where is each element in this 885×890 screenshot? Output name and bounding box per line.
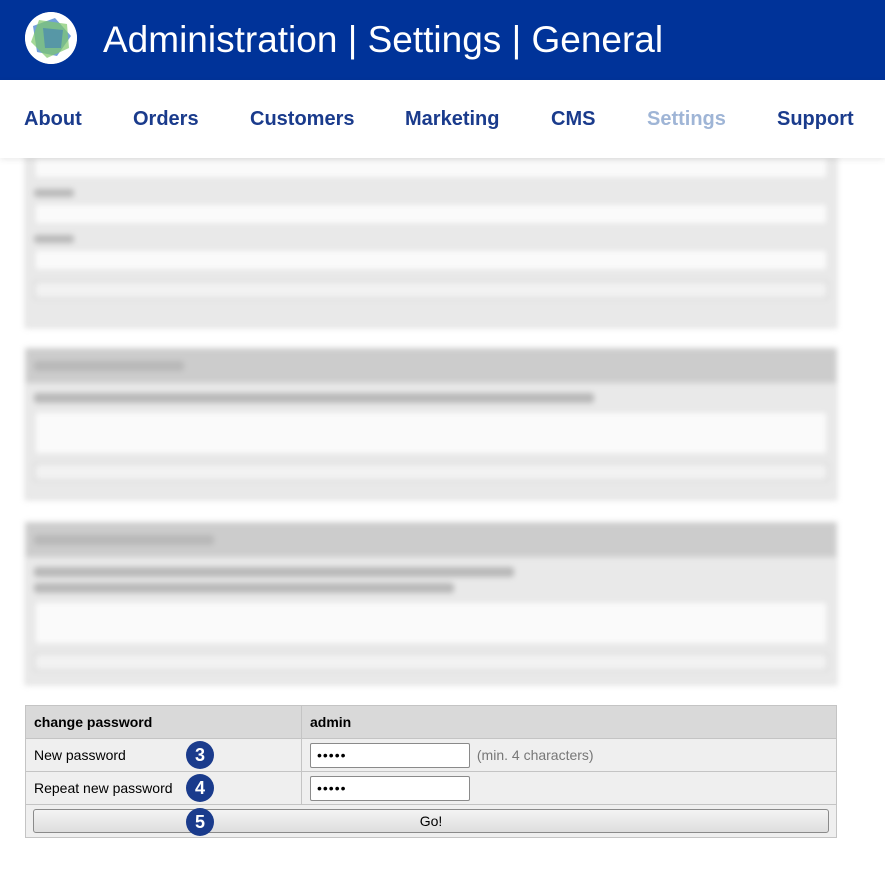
nav-item-settings[interactable]: Settings bbox=[647, 108, 726, 130]
blurred-panel-order-confirmation bbox=[25, 522, 837, 685]
step-marker-3: 3 bbox=[186, 741, 214, 769]
blurred-settings-area bbox=[0, 150, 885, 695]
change-password-table bbox=[25, 705, 837, 838]
username-label: admin bbox=[302, 706, 837, 739]
blurred-panel-address bbox=[25, 150, 837, 328]
nav-item-about[interactable]: About bbox=[24, 108, 82, 130]
nav-item-marketing[interactable]: Marketing bbox=[405, 108, 500, 130]
app-header bbox=[0, 0, 885, 80]
nav-item-support[interactable]: Support bbox=[777, 108, 854, 130]
page-title: Administration | Settings | General bbox=[103, 19, 664, 60]
submit-cell bbox=[26, 805, 837, 838]
repeat-password-input[interactable] bbox=[310, 776, 470, 801]
change-password-heading: change password bbox=[26, 706, 302, 739]
password-hint: (min. 4 characters) bbox=[476, 747, 594, 763]
repeat-password-cell bbox=[302, 772, 837, 805]
new-password-label: New password bbox=[26, 739, 302, 772]
table-row bbox=[26, 739, 837, 772]
step-marker-5: 5 bbox=[186, 808, 214, 836]
table-row bbox=[26, 772, 837, 805]
nav-item-cms[interactable]: CMS bbox=[551, 108, 596, 130]
main-nav bbox=[0, 80, 885, 158]
table-header-row bbox=[26, 706, 837, 739]
new-password-input[interactable] bbox=[310, 743, 470, 768]
table-row bbox=[26, 805, 837, 838]
go-button[interactable]: Go! bbox=[33, 809, 829, 833]
new-password-cell bbox=[302, 739, 837, 772]
globe-logo-icon bbox=[25, 12, 77, 64]
blurred-panel-feedback bbox=[25, 348, 837, 500]
nav-item-orders[interactable]: Orders bbox=[133, 108, 199, 130]
repeat-password-label: Repeat new password bbox=[26, 772, 302, 805]
step-marker-4: 4 bbox=[186, 774, 214, 802]
nav-item-customers[interactable]: Customers bbox=[250, 108, 355, 130]
